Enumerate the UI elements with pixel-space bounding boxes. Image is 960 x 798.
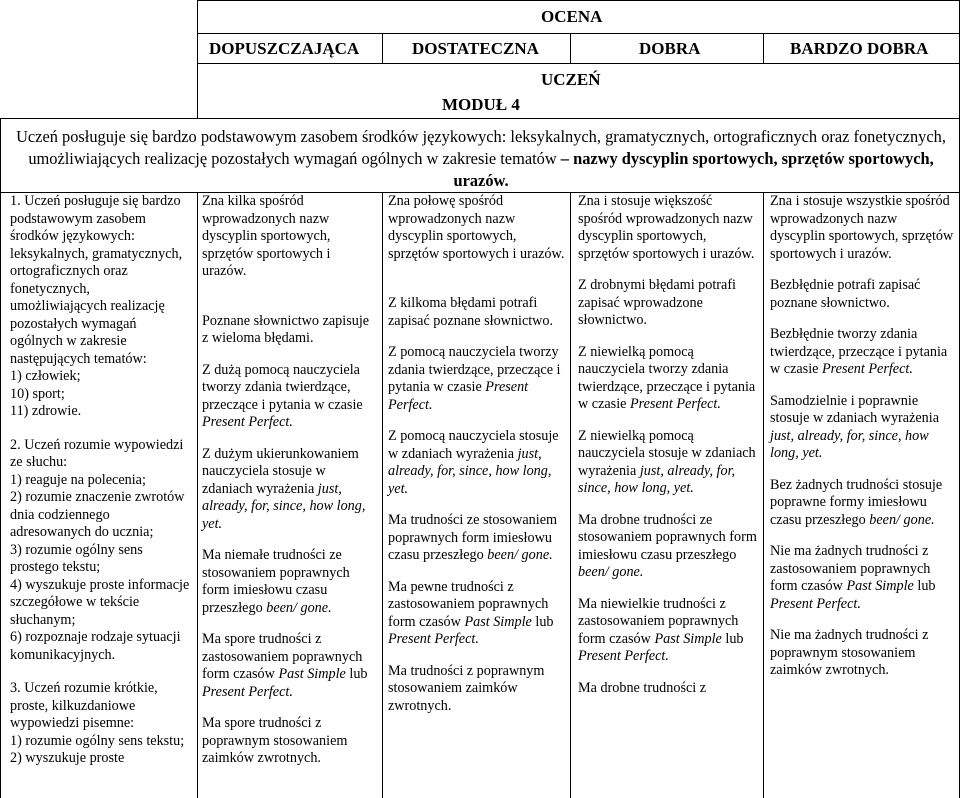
col-divider-1b: [197, 192, 198, 798]
requirement-1: 1. Uczeń posługuje się bardzo podstawowym zasobem środków językowych: leksykalnych, gramatycznych, ortograficznych oraz fonetycznych, umożliwiających realizację pozostałych wymagań ogólnych w zakresie następujących tematów: 1) człowiek; 10) sport; 11) zdrowie.: [10, 193, 183, 419]
grade-header-dopuszczajaca: DOPUSZCZAJĄCA: [209, 39, 360, 58]
dobra-expressions: Z niewielką pomocą nauczyciela stosuje w zdaniach wyrażenia just, already, for, since, how long, yet.: [578, 427, 756, 496]
dobra-vocab-writing: Z drobnymi błędami potrafi zapisać wprowadzone słownictwo.: [578, 277, 736, 328]
col-divider-4: [763, 33, 764, 63]
dobra-past-simple: Ma niewielkie trudności z zastosowaniem poprawnych form czasów Past Simple lub Present Perfect.: [578, 595, 744, 664]
dost-pronouns: Ma trudności z poprawnym stosowaniem zaimków zwrotnych.: [388, 662, 545, 714]
dost-expressions: Z pomocą nauczyciela stosuje w zdaniach wyrażenia just, already, for, since, how long, yet.: [388, 428, 559, 497]
dop-pronouns: Ma spore trudności z poprawnym stosowaniem zaimków zwrotnych.: [202, 715, 348, 766]
bdb-pronouns: Nie ma żadnych trudności z poprawnym stosowaniem zaimków zwrotnych.: [770, 627, 929, 678]
bardzo-dobra-column: [770, 193, 954, 694]
intro-text: Uczeń posługuje się bardzo podstawowym zasobem środków językowych: leksykalnych, gramatycznych, ortograficznych oraz fonetycznych, umożliwiających realizację pozostałych wymagań ogólnych w zakresie tematów: [16, 127, 946, 168]
dost-vocab-knowledge: Zna połowę spośród wprowadzonych nazw dyscyplin sportowych, sprzętów sportowych i urazów.: [388, 193, 565, 262]
requirement-3: 3. Uczeń rozumie krótkie, proste, kilkuzdaniowe wypowiedzi pisemne: 1) rozumie ogólny sens tekstu; 2) wyszukuje proste: [10, 680, 185, 766]
header-divider-1: [197, 33, 960, 34]
dobra-been-gone: Ma drobne trudności ze stosowaniem poprawnych form imiesłowu czasu przeszłego been/ gone.: [578, 511, 757, 580]
grade-header-dobra: DOBRA: [639, 39, 701, 58]
uczen-header: UCZEŃ: [541, 70, 601, 89]
top-border: [197, 0, 960, 1]
requirement-2: 2. Uczeń rozumie wypowiedzi ze słuchu: 1) reaguje na polecenia; 2) rozumie znaczenie zwrotów dnia codziennego adresowanych do ucznia; 3) rozumie ogólny sens prostego tekstu; 4) wyszukuje proste informacje szczegółowe w tekście słuchanym; 6) rozpoznaje rodzaje sytuacji komunikacyjnych.: [10, 436, 190, 663]
dobra-present-perfect: Z niewielką pomocą nauczyciela tworzy zdania twierdzące, przeczące i pytania w czasie Present Perfect.: [578, 343, 756, 412]
dop-present-perfect: Z dużą pomocą nauczyciela tworzy zdania twierdzące, przeczące i pytania w czasie Present Perfect.: [202, 361, 363, 430]
header-divider-3: [0, 118, 960, 119]
dost-vocab-writing: Z kilkoma błędami potrafi zapisać poznane słownictwo.: [388, 295, 554, 329]
left-border: [0, 118, 1, 798]
dopuszczajaca-column: [202, 193, 377, 782]
ocena-header: OCENA: [541, 7, 603, 26]
bdb-vocab-knowledge: Zna i stosuje wszystkie spośród wprowadzonych nazw dyscyplin sportowych, sprzętów sportowych i urazów.: [770, 193, 954, 262]
dostateczna-column: [388, 193, 566, 729]
bdb-been-gone: Bez żadnych trudności stosuje poprawne formy imiesłowu czasu przeszłego been/ gone.: [770, 476, 943, 528]
dop-expressions: Z dużym ukierunkowaniem nauczyciela stosuje w zdaniach wyrażenia just, already, for, since, how long, yet.: [202, 445, 366, 532]
col-divider-1: [197, 0, 198, 118]
col-divider-2b: [382, 192, 383, 798]
col-divider-3: [570, 33, 571, 63]
dop-vocab-writing: Poznane słownictwo zapisuje z wieloma błędami.: [202, 312, 370, 346]
col-divider-3b: [570, 192, 571, 798]
dobra-column: [578, 193, 760, 711]
bdb-vocab-writing: Bezbłędnie potrafi zapisać poznane słownictwo.: [770, 277, 921, 311]
bdb-past-simple: Nie ma żadnych trudności z zastosowaniem poprawnych form czasów Past Simple lub Present Perfect.: [770, 543, 936, 612]
dop-vocab-knowledge: Zna kilka spośród wprowadzonych nazw dyscyplin sportowych, sprzętów sportowych i urazów.: [202, 193, 331, 279]
dost-present-perfect: Z pomocą nauczyciela tworzy zdania twierdzące, przeczące i pytania w czasie Present Perfect.: [388, 344, 561, 413]
dobra-pronouns: Ma drobne trudności z: [578, 679, 707, 696]
dost-been-gone: Ma trudności ze stosowaniem poprawnych form imiesłowu czasu przeszłego been/ gone.: [388, 512, 558, 563]
bdb-present-perfect: Bezbłędnie tworzy zdania twierdzące, przeczące i pytania w czasie Present Perfect.: [770, 326, 948, 377]
module-title: MODUŁ 4: [442, 95, 520, 114]
dobra-vocab-knowledge: Zna i stosuje większość spośród wprowadzonych nazw dyscyplin sportowych, sprzętów sportowych i urazów.: [578, 193, 755, 262]
dost-past-simple: Ma pewne trudności z zastosowaniem poprawnych form czasów Past Simple lub Present Perfect.: [388, 578, 554, 647]
intro-topics: – nazwy dyscyplin sportowych, sprzętów sportowych, urazów.: [453, 149, 934, 190]
intro-paragraph: [14, 126, 948, 192]
col-divider-4b: [763, 192, 764, 798]
col-divider-2: [382, 33, 383, 63]
bdb-expressions: Samodzielnie i poprawnie stosuje w zdaniach wyrażenia just, already, for, since, how long, yet.: [770, 392, 939, 461]
dop-been-gone: Ma niemałe trudności ze stosowaniem poprawnych form imiesłowu czasu przeszłego been/ gone.: [202, 547, 350, 616]
requirements-column: [10, 193, 190, 782]
grade-header-dostateczna: DOSTATECZNA: [412, 39, 539, 58]
grade-header-bardzo-dobra: BARDZO DOBRA: [790, 39, 929, 58]
dop-past-simple: Ma spore trudności z zastosowaniem poprawnych form czasów Past Simple lub Present Perfect.: [202, 631, 368, 700]
header-divider-2: [197, 63, 960, 64]
